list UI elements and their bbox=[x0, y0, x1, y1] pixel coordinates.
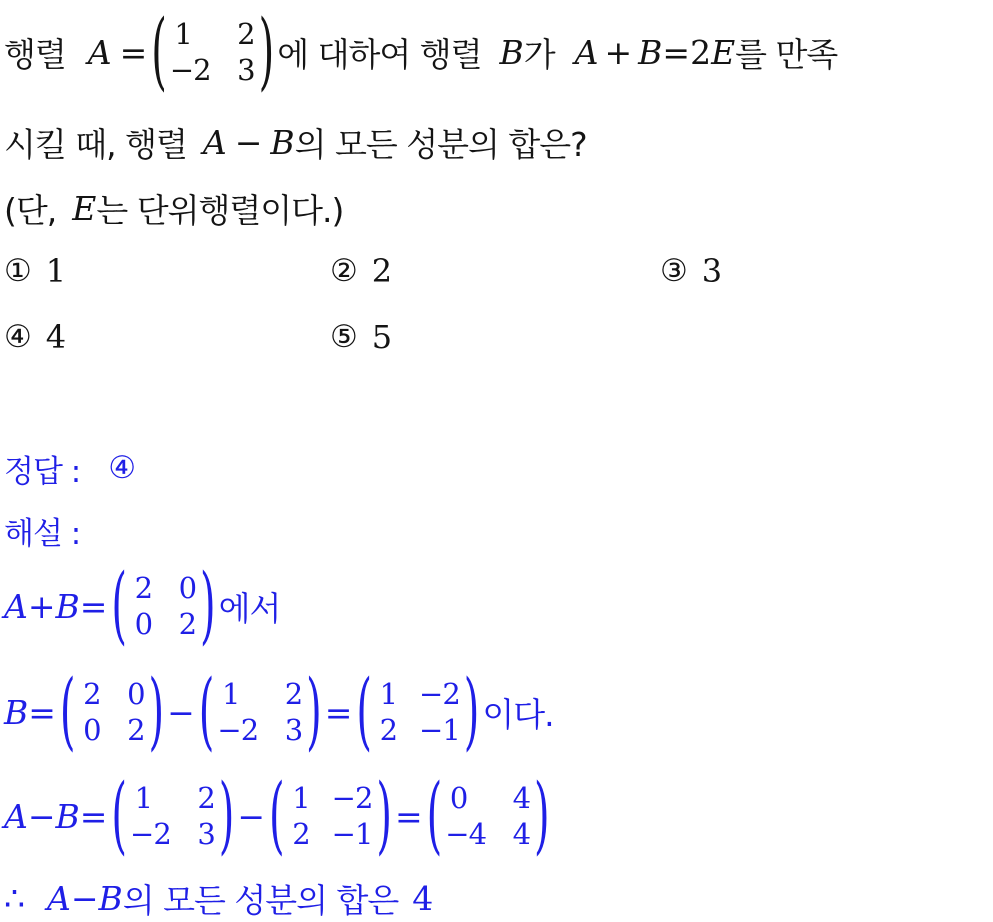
question-text: 행렬 bbox=[4, 34, 66, 74]
choice-3[interactable] bbox=[660, 252, 722, 290]
matrix-B-symbol: B bbox=[4, 692, 29, 732]
matrix-cell: 4 bbox=[512, 817, 531, 851]
choice-value: 5 bbox=[371, 318, 393, 356]
matrix-B-symbol: B bbox=[55, 796, 80, 836]
matrix-B-symbol: B bbox=[499, 32, 524, 72]
matrix-cell: −2 bbox=[331, 781, 373, 815]
equals-sign: = bbox=[324, 692, 353, 732]
matrix-cell: 2 bbox=[127, 713, 145, 747]
answer-line bbox=[4, 444, 135, 492]
solution-step-1 bbox=[4, 557, 281, 655]
matrix-cell: 2 bbox=[83, 677, 101, 711]
matrix-cell: −2 bbox=[419, 677, 460, 711]
matrix-cell: 0 bbox=[134, 607, 153, 641]
condition-A: A bbox=[574, 32, 599, 72]
question-line-3 bbox=[4, 184, 343, 232]
matrix-cell: 2 bbox=[379, 713, 398, 747]
matrix-cell: 2 bbox=[197, 781, 215, 815]
matrix-cell: 0 bbox=[178, 571, 197, 605]
matrix-cell: 0 bbox=[83, 713, 101, 747]
matrix-2E: ( 2 0 0 2 ) bbox=[59, 663, 164, 761]
matrix-A-symbol: A bbox=[4, 586, 28, 626]
identity-E: E bbox=[72, 188, 97, 228]
matrix-cell: −2 bbox=[169, 53, 211, 87]
matrix-cell: −1 bbox=[419, 713, 460, 747]
choice-mark: ⑤ bbox=[330, 319, 358, 355]
matrix-cell: 3 bbox=[197, 817, 215, 851]
matrix-cell: 3 bbox=[284, 713, 303, 747]
matrix-cell: 4 bbox=[512, 781, 531, 815]
condition-B: B bbox=[638, 32, 663, 72]
solution-conclusion bbox=[4, 876, 433, 920]
choice-value: 2 bbox=[371, 252, 393, 290]
coefficient-two: 2 bbox=[690, 32, 712, 72]
matrix-A: ( 1 2 −2 3 ) bbox=[151, 3, 274, 101]
matrix-A-symbol: A bbox=[202, 122, 227, 162]
final-answer-value: 4 bbox=[412, 878, 434, 918]
therefore-symbol: ∴ bbox=[4, 878, 25, 918]
matrix-B-symbol: B bbox=[98, 878, 123, 918]
matrix-cell: −2 bbox=[217, 713, 259, 747]
question-line-1 bbox=[4, 3, 838, 101]
choice-mark: ① bbox=[4, 253, 32, 289]
matrix-B: ( 1 −2 2 −1 ) bbox=[356, 663, 479, 761]
equals-sign: = bbox=[79, 586, 108, 626]
minus-sign: − bbox=[27, 796, 56, 836]
question-text: 의 모든 성분의 합은? bbox=[294, 124, 587, 164]
solution-step-3 bbox=[4, 767, 553, 865]
question-note: 는 단위행렬이다.) bbox=[96, 190, 344, 230]
equals-sign: = bbox=[395, 796, 423, 836]
minus-sign: − bbox=[234, 122, 263, 162]
matrix-cell: 1 bbox=[221, 677, 240, 711]
minus-sign: − bbox=[70, 878, 99, 918]
matrix-A: ( 1 2 −2 3 ) bbox=[198, 663, 321, 761]
solution-label: 해설 : bbox=[4, 515, 81, 552]
matrix-cell: −1 bbox=[331, 817, 373, 851]
matrix-cell: 1 bbox=[379, 677, 398, 711]
identity-E: E bbox=[711, 32, 736, 72]
matrix-difference: ( 0 4 −4 4 ) bbox=[426, 767, 549, 865]
answer-value: ④ bbox=[108, 450, 135, 486]
matrix-B: ( 1 −2 2 −1 ) bbox=[269, 767, 392, 865]
solution-text: 의 모든 성분의 합은 bbox=[122, 880, 399, 920]
matrix-cell: 1 bbox=[174, 17, 192, 51]
matrix-cell: 3 bbox=[237, 53, 255, 87]
equals-sign: = bbox=[119, 32, 148, 72]
matrix-cell: 2 bbox=[292, 817, 310, 851]
choice-5[interactable] bbox=[330, 318, 392, 356]
plus-sign: + bbox=[27, 586, 56, 626]
equals-sign: = bbox=[662, 32, 691, 72]
choice-1[interactable] bbox=[4, 252, 66, 290]
matrix-B-symbol: B bbox=[55, 586, 80, 626]
question-text: 에 대하여 행렬 bbox=[277, 34, 482, 74]
matrix-A: ( 1 2 −2 3 ) bbox=[111, 767, 234, 865]
matrix-sum: ( 2 0 0 2 ) bbox=[111, 557, 215, 655]
answer-label: 정답 : bbox=[4, 453, 81, 490]
matrix-cell: 0 bbox=[127, 677, 145, 711]
question-line-2 bbox=[4, 118, 587, 166]
choice-mark: ③ bbox=[660, 253, 688, 289]
question-text: 시킬 때, 행렬 bbox=[4, 124, 187, 164]
question-text: 를 만족 bbox=[735, 34, 838, 74]
matrix-cell: 2 bbox=[134, 571, 153, 605]
equals-sign: = bbox=[28, 692, 56, 732]
choice-value: 3 bbox=[701, 252, 723, 290]
matrix-A-symbol: A bbox=[87, 32, 112, 72]
question-text: 가 bbox=[523, 34, 555, 74]
choice-mark: ④ bbox=[4, 319, 32, 355]
plus-sign: + bbox=[604, 32, 633, 72]
matrix-cell: 2 bbox=[178, 607, 197, 641]
choice-mark: ② bbox=[330, 253, 358, 289]
matrix-A-symbol: A bbox=[47, 878, 71, 918]
minus-sign: − bbox=[237, 796, 266, 836]
choice-2[interactable] bbox=[330, 252, 392, 290]
matrix-cell: −2 bbox=[130, 817, 171, 851]
matrix-cell: 2 bbox=[284, 677, 303, 711]
matrix-cell: 0 bbox=[449, 781, 468, 815]
equals-sign: = bbox=[79, 796, 108, 836]
choice-value: 1 bbox=[45, 252, 67, 290]
matrix-cell: 1 bbox=[134, 781, 153, 815]
matrix-cell: −4 bbox=[445, 817, 487, 851]
minus-sign: − bbox=[167, 692, 195, 732]
matrix-cell: 2 bbox=[237, 17, 255, 51]
solution-label-line bbox=[4, 506, 80, 554]
matrix-A-symbol: A bbox=[4, 796, 28, 836]
solution-text: 이다. bbox=[482, 694, 554, 734]
matrix-B-symbol: B bbox=[270, 122, 295, 162]
choice-4[interactable] bbox=[4, 318, 66, 356]
solution-step-2 bbox=[4, 663, 554, 761]
question-note: (단, bbox=[4, 190, 57, 230]
solution-text: 에서 bbox=[218, 588, 281, 628]
matrix-cell: 1 bbox=[292, 781, 310, 815]
choice-value: 4 bbox=[45, 318, 67, 356]
